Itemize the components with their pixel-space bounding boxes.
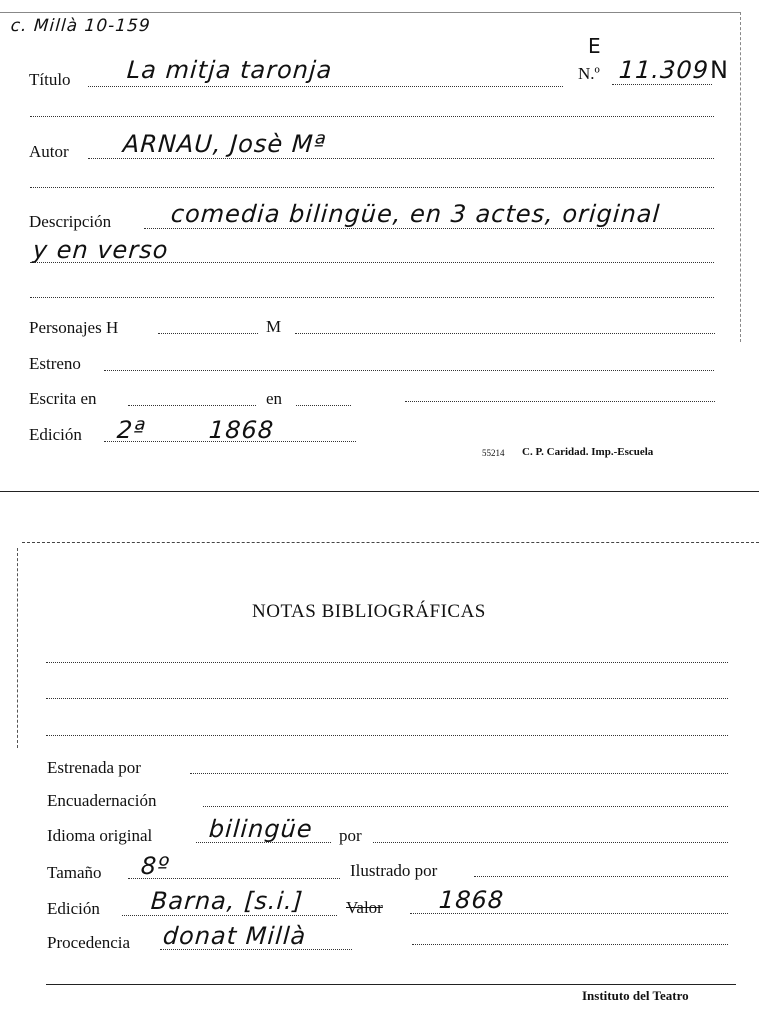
valor-label: Valor xyxy=(346,898,383,917)
escrita-label: Escrita en xyxy=(29,389,97,408)
encuadernacion-label: Encuadernación xyxy=(47,791,157,810)
edicion-value-year: 1868 xyxy=(208,416,276,444)
estrenada-label: Estrenada por xyxy=(47,758,141,777)
edicion-label: Edición xyxy=(29,425,82,444)
valor-value: 1868 xyxy=(438,886,506,914)
card2-bottom-rule xyxy=(46,984,736,985)
idioma-por-dotted-line xyxy=(373,842,728,843)
numero-value: 11.309 xyxy=(618,56,710,84)
numero-label: N.º xyxy=(578,64,600,83)
printer-code: 55214 xyxy=(482,448,505,458)
descripcion-dotted-line xyxy=(144,228,714,229)
descripcion-value-line2: y en verso xyxy=(32,236,170,264)
numero-suffix: N xyxy=(710,56,729,84)
tamano-label: Tamaño xyxy=(47,863,102,882)
escrita-en-dotted-line xyxy=(296,405,351,406)
procedencia-tail-dotted-line xyxy=(412,944,728,945)
idioma-label: Idioma original xyxy=(47,826,153,845)
edicion-notes-value: Barna, [s.i.] xyxy=(150,887,305,915)
encuadernacion-dotted-line xyxy=(203,806,728,807)
notas-blank-line-3 xyxy=(46,735,728,736)
ilustrado-dotted-line xyxy=(474,876,728,877)
descripcion-label: Descripción xyxy=(29,212,112,231)
m-label: M xyxy=(266,317,282,336)
personajes-m-dotted-line xyxy=(295,333,715,334)
descripcion-value-line1: comedia bilingüe, en 3 actes, original xyxy=(170,200,662,228)
corner-reference: c. Millà 10-159 xyxy=(10,16,152,36)
numero-dotted-line xyxy=(612,84,712,85)
idioma-por-label: por xyxy=(339,826,362,845)
card1-blank-line-2 xyxy=(30,187,714,188)
printer-imprint: C. P. Caridad. Imp.-Escuela xyxy=(522,446,654,458)
notas-blank-line-2 xyxy=(46,698,728,699)
escrita-dotted-line xyxy=(128,405,256,406)
institute-footer: Instituto del Teatro xyxy=(582,988,689,1003)
card1-top-border xyxy=(0,12,740,13)
card1-blank-line-1 xyxy=(30,116,714,117)
procedencia-value: donat Millà xyxy=(162,922,308,950)
handwritten-mark-e: E xyxy=(588,34,602,58)
ilustrado-label: Ilustrado por xyxy=(350,861,438,880)
card1-blank-line-3 xyxy=(30,297,714,298)
escrita-en-label: en xyxy=(266,389,283,408)
estreno-label: Estreno xyxy=(29,354,81,373)
escrita-tail-dotted-line xyxy=(405,401,715,402)
autor-value: ARNAU, Josè Mª xyxy=(122,130,327,158)
notas-blank-line-1 xyxy=(46,662,728,663)
card1-bottom-border xyxy=(0,491,759,492)
autor-label: Autor xyxy=(29,142,69,161)
notas-heading: NOTAS BIBLIOGRÁFICAS xyxy=(252,601,486,622)
procedencia-label: Procedencia xyxy=(47,933,131,952)
edicion-notes-label: Edición xyxy=(47,899,100,918)
personajes-h-dotted-line xyxy=(158,333,258,334)
card2-left-border xyxy=(17,548,18,748)
card2-top-border xyxy=(22,542,759,543)
tamano-value: 8º xyxy=(140,852,171,880)
edicion-value-ordinal: 2ª xyxy=(116,416,147,444)
personajes-label: Personajes H xyxy=(29,318,119,337)
titulo-label: Título xyxy=(29,70,71,89)
estreno-dotted-line xyxy=(104,370,714,371)
titulo-dotted-line xyxy=(88,86,563,87)
edicion-notes-dotted-line xyxy=(122,915,337,916)
idioma-value: bilingüe xyxy=(208,815,314,843)
card1-right-border xyxy=(740,12,741,342)
autor-dotted-line xyxy=(88,158,714,159)
estrenada-dotted-line xyxy=(190,773,728,774)
titulo-value: La mitja taronja xyxy=(126,56,334,84)
